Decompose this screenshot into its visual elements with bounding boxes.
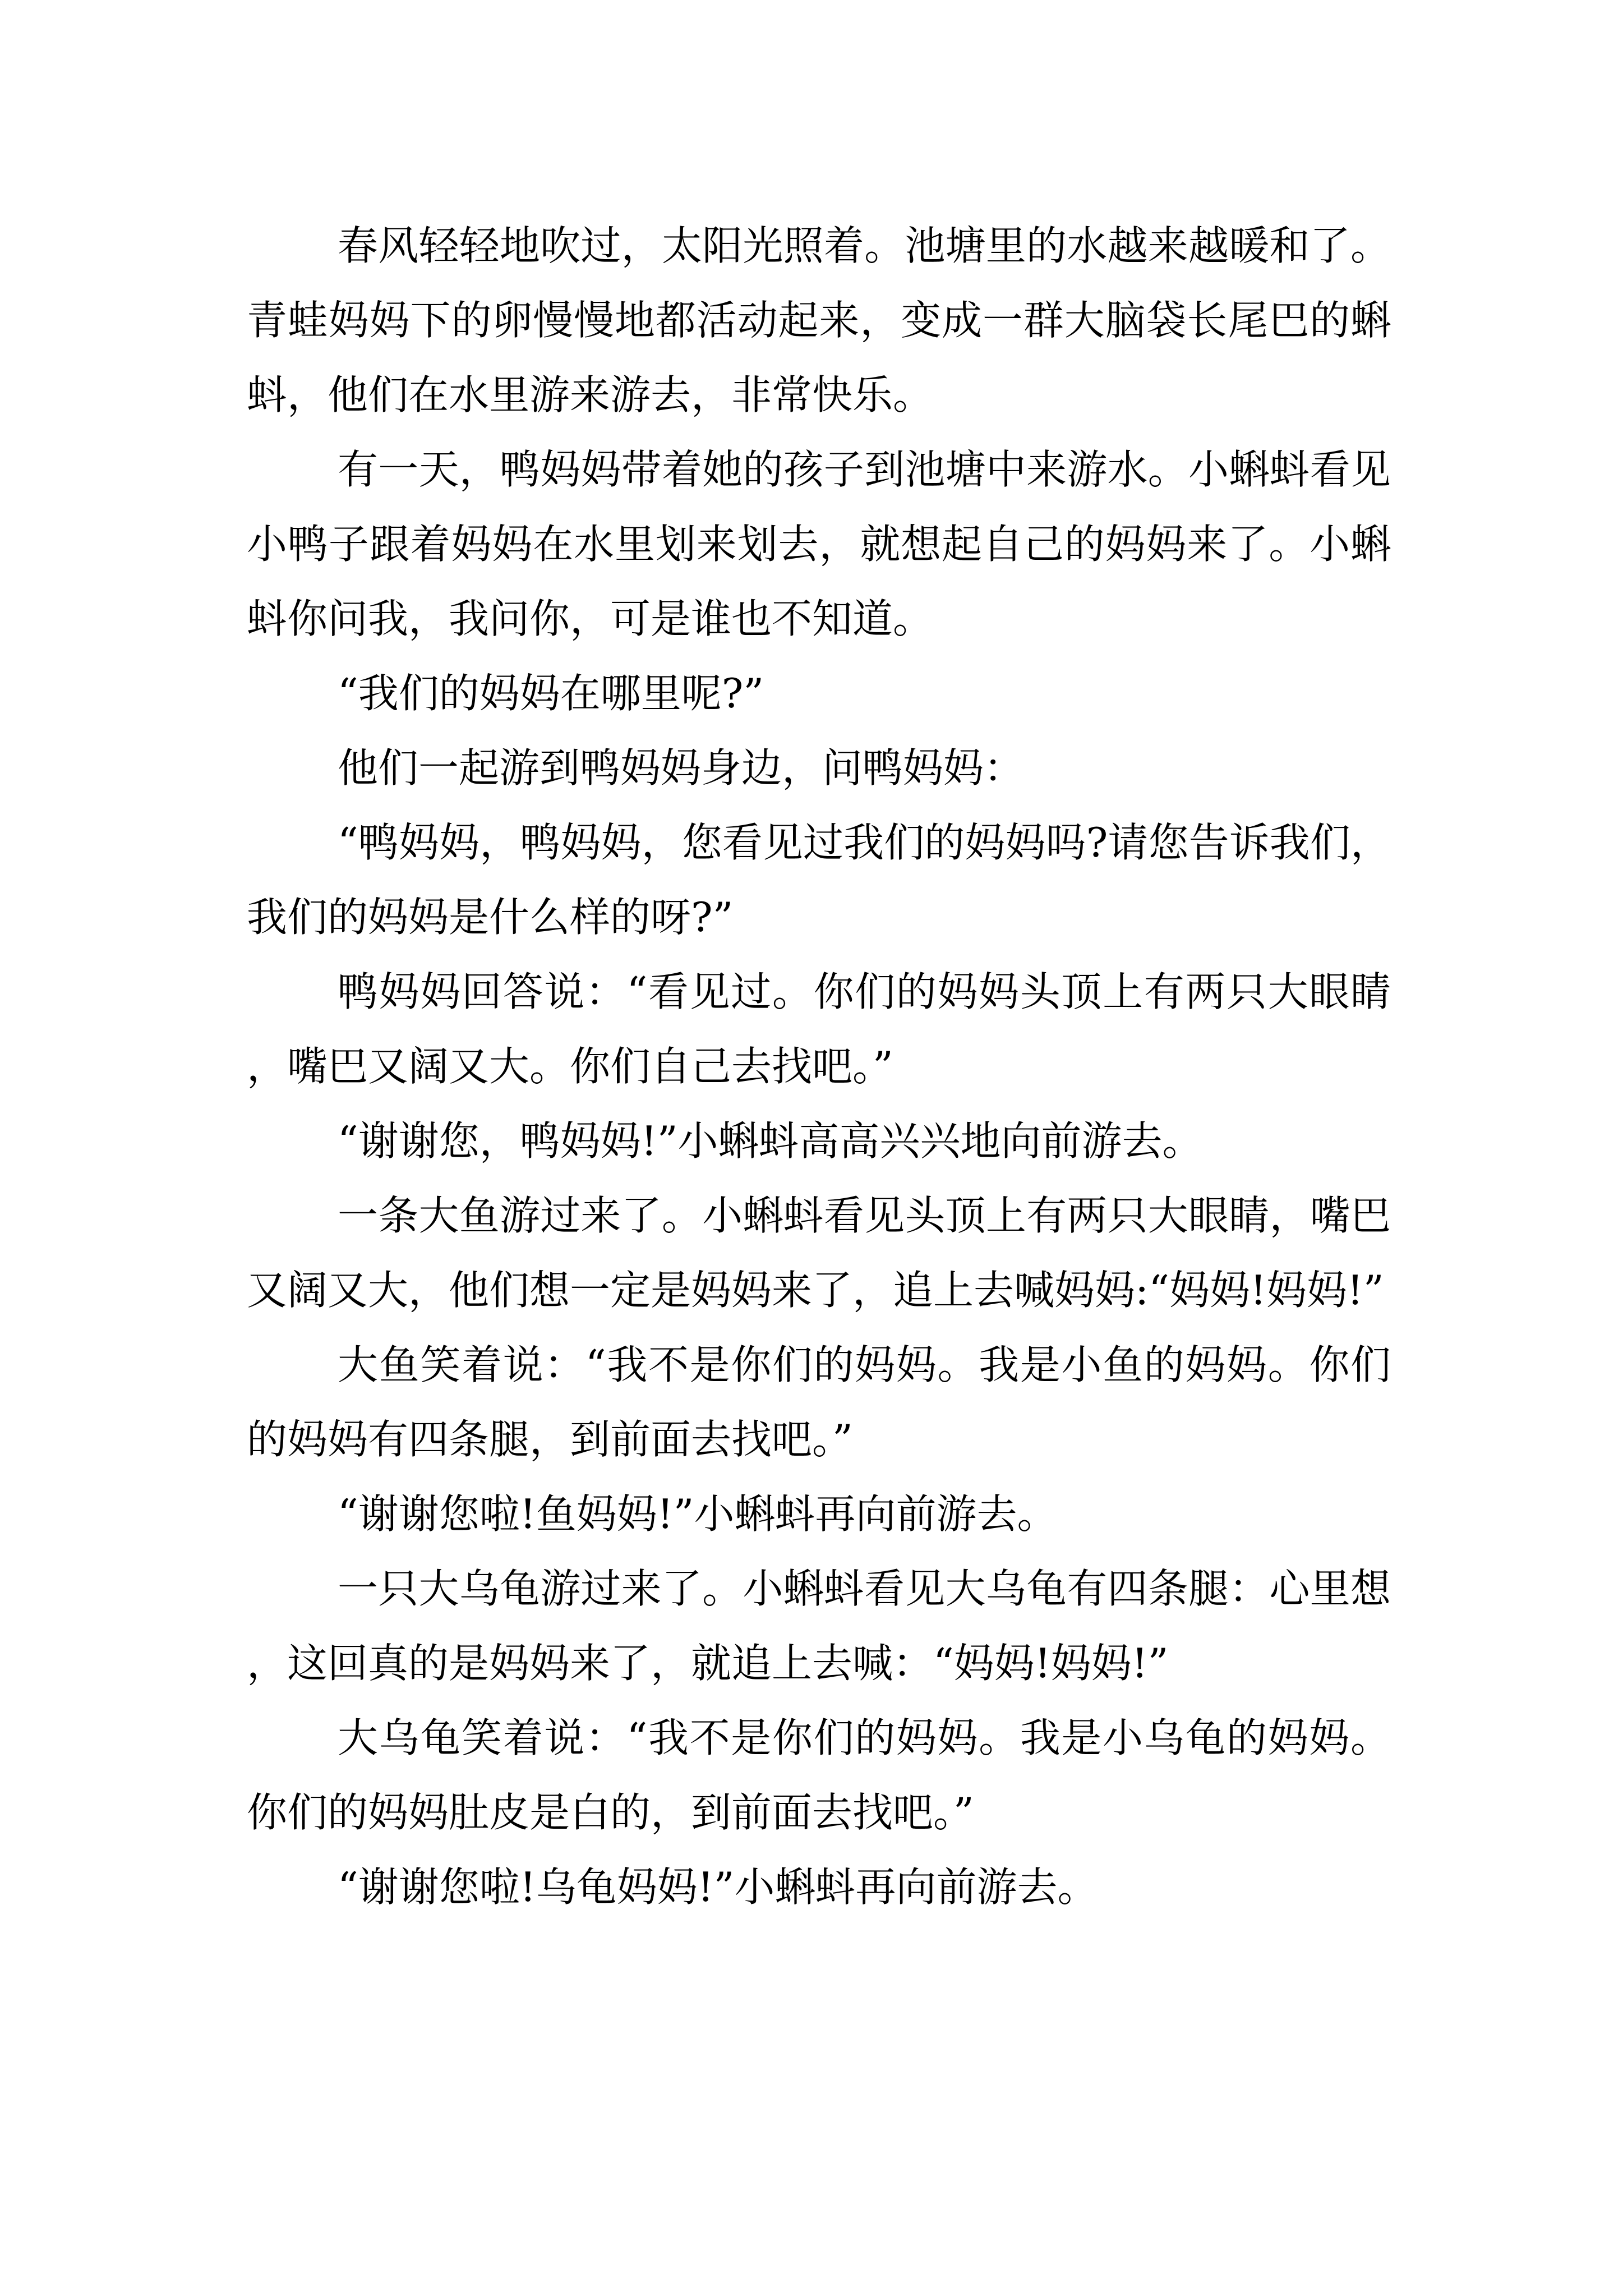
paragraph-12: 大乌龟笑着说：“我不是你们的妈妈。我是小乌龟的妈妈。你们的妈妈肚皮是白的，到前面去找吧。” [247,1714,1391,1836]
paragraph-3: “我们的妈妈在哪里呢?” [338,670,764,717]
paragraph-11: 一只大乌龟游过来了。小蝌蚪看见大乌龟有四条腿：心里想，这回真的是妈妈来了，就追上去喊：“妈妈!妈妈!” [247,1565,1391,1687]
paragraph-13: “谢谢您啦!乌龟妈妈!”小蝌蚪再向前游去。 [338,1864,1098,1911]
paragraph-8: 一条大鱼游过来了。小蝌蚪看见头顶上有两只大眼睛，嘴巴又阔又大，他们想一定是妈妈来了，追上去喊妈妈:“妈妈!妈妈!” [247,1192,1391,1314]
paragraph-6: 鸭妈妈回答说：“看见过。你们的妈妈头顶上有两只大眼睛，嘴巴又阔又大。你们自己去找吧。” [247,968,1391,1090]
paragraph-9: 大鱼笑着说：“我不是你们的妈妈。我是小鱼的妈妈。你们的妈妈有四条腿，到前面去找吧。” [247,1341,1391,1463]
paragraph-10: “谢谢您啦!鱼妈妈!”小蝌蚪再向前游去。 [338,1490,1058,1538]
paragraph-2: 有一天，鸭妈妈带着她的孩子到池塘中来游水。小蝌蚪看见小鸭子跟着妈妈在水里划来划去，就想起自己的妈妈来了。小蝌蚪你问我，我问你，可是谁也不知道。 [247,446,1391,642]
story-text [247,209,1391,1925]
paragraph-5: “鸭妈妈，鸭妈妈，您看见过我们的妈妈吗?请您告诉我们，我们的妈妈是什么样的呀?” [247,819,1391,941]
paragraph-7: “谢谢您，鸭妈妈!”小蝌蚪高高兴兴地向前游去。 [338,1117,1203,1165]
paragraph-4: 他们一起游到鸭妈妈身边，问鸭妈妈： [338,744,1025,792]
paragraph-1: 春风轻轻地吹过，太阳光照着。池塘里的水越来越暖和了。青蛙妈妈下的卵慢慢地都活动起来，变成一群大脑袋长尾巴的蝌蚪，他们在水里游来游去，非常快乐。 [247,222,1391,418]
